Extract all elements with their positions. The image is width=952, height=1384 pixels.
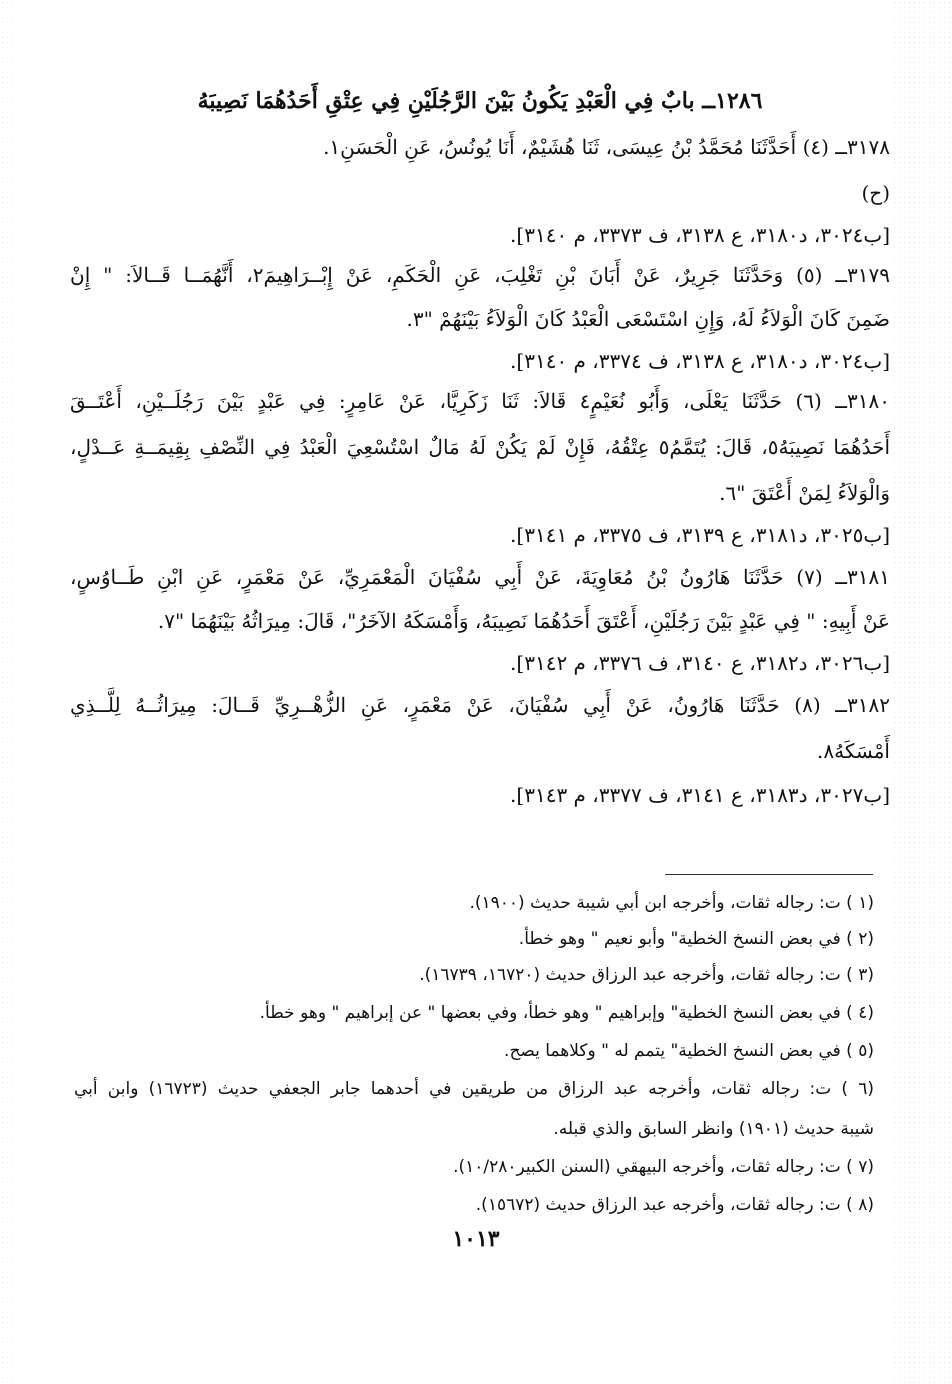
hadith-3178-line-1: ٣١٧٨ــ (٤) أَحَدَّثَنَا مُحَمَّدُ بْنُ عِيسَى، ثَنَا هُشَيْمٌ، أَنَا يُونُسُ، عَنِ الْحَسَنِ١.	[323, 135, 890, 159]
hadith-3181-line-1: ٣١٨١ــ (٧) حَدَّثَنَا هَارُونُ بْنُ مُعَاوِيَةَ، عَنْ أَبِي سُفْيَانَ الْمَعْمَرِيِّ، عَنْ مَعْمَرٍ، عَنِ ابْنِ طَــاوُسٍ،	[70, 565, 890, 589]
page-number: ١٠١٣	[452, 1226, 500, 1252]
chapter-title: ١٢٨٦ــ بابٌ فِي الْعَبْدِ يَكُونُ بَيْنَ الرَّجُلَيْنِ فِي عِتْقِ أَحَدُهُمَا نَصِيبَهُ	[197, 88, 763, 114]
footnote-7: (٧ ) ت: رجاله ثقات، وأخرجه البيهقي (السنن الكبير١٠/٢٨٠).	[453, 1157, 874, 1177]
footnote-6-line-2: شيبة حديث (١٩٠١) وانظر السابق والذي قبله.	[553, 1119, 874, 1139]
hadith-3178-line-2: (ح)	[861, 181, 890, 205]
hadith-3182-line-1: ٣١٨٢ــ (٨) حَدَّثَنَا هَارُونُ، عَنْ أَبِي سُفْيَانَ، عَنْ مَعْمَرٍ، عَنِ الزُّهْــرِيِّ قَــالَ: مِيرَاثُــهُ لِلَّــذِي	[70, 693, 890, 717]
hadith-3179-line-2: ضَمِنَ كَانَ الْوَلاَءُ لَهُ، وَإِنِ اسْتَسْعَى الْعَبْدُ كَانَ الْوَلاَءُ بَيْنَهُمْ "٣.	[406, 307, 890, 331]
hadith-3182-ref: [ب٣٠٢٧، د٣١٨٣، ع ٣١٤١، ف ٣٣٧٧، م ٣١٤٣].	[510, 783, 890, 807]
footnote-2: (٢ ) في بعض النسخ الخطية" وأبو نعيم " وهو خطأ.	[518, 929, 874, 949]
hadith-3180-line-1: ٣١٨٠ــ (٦) حَدَّثَنَا يَعْلَى، وَأَبُو نُعَيْمٍ٤ قَالاَ: ثَنَا زَكَرِيَّا، عَنْ عَامِرٍ: فِي عَبْدٍ بَيْنَ رَجُلَــيْنِ، أَعْتَــقَ	[70, 389, 890, 413]
footnote-1: (١ ) ت: رجاله ثقات، وأخرجه ابن أبي شيبة حديث (١٩٠٠).	[469, 893, 874, 913]
hadith-3181-line-2: عَنْ أَبِيهِ: " فِي عَبْدٍ بَيْنَ رَجُلَيْنِ، أَعْتَقَ أَحَدُهُمَا نَصِيبَهُ، وَأَمْسَكَهُ الآخَرُ"، قَالَ: مِيرَاثُهُ بَيْنَهُمَا "٧.	[157, 609, 890, 633]
footnote-3: (٣ ) ت: رجاله ثقات، وأخرجه عبد الرزاق حديث (١٦٧٢٠، ١٦٧٣٩).	[419, 965, 874, 985]
scan-noise-left	[0, 0, 18, 1384]
footnote-8: (٨ ) ت: رجاله ثقات، وأخرجه عبد الرزاق حديث (١٥٦٧٢).	[475, 1195, 874, 1215]
hadith-3180-line-2: أَحَدُهُمَا نَصِيبَهُ٥، قَالَ: يُتَمَّمُ٥ عِتْقُهُ، فَإِنْ لَمْ يَكُنْ لَهُ مَالٌ اسْتُسْعِيَ الْعَبْدُ فِي النِّصْفِ بِقِيمَــةِ عَــدْلٍ،	[70, 435, 891, 459]
hadith-3180-line-3: وَالْوَلاَءُ لِمَنْ أَعْتَقَ "٦.	[719, 481, 890, 505]
footnote-6-line-1: (٦ ) ت: رجاله ثقات، وأخرجه عبد الرزاق من طريقين في أحدهما جابر الجعفي حديث (١٦٧٢٣) وابن أبي	[74, 1079, 874, 1099]
footnote-4: (٤ ) في بعض النسخ الخطية" وإبراهيم " وهو خطأ، وفي بعضها " عن إبراهيم " وهو خطأ.	[259, 1003, 874, 1023]
hadith-3182-line-2: أَمْسَكَهُ٨.	[817, 739, 890, 763]
footnote-separator	[665, 874, 873, 875]
hadith-3181-ref: [ب٣٠٢٦، د٣١٨٢، ع ٣١٤٠، ف ٣٣٧٦، م ٣١٤٢].	[510, 651, 890, 675]
hadith-3179-ref: [ب٣٠٢٤، د٣١٨٠، ع ٣١٣٨، ف ٣٣٧٤، م ٣١٤٠].	[510, 349, 890, 373]
hadith-3179-line-1: ٣١٧٩ــ (٥) وَحَدَّثَنَا جَرِيرٌ، عَنْ أَبَانَ بْنِ تَغْلِبَ، عَنِ الْحَكَمِ، عَنْ إِبْــرَاهِيمَ٢، أَنَّهُمَــا قَــالاَ: " إِنْ	[70, 263, 891, 287]
scan-noise-right	[892, 0, 952, 1384]
footnote-5: (٥ ) في بعض النسخ الخطية" يتمم له " وكلاهما يصح.	[504, 1041, 874, 1061]
hadith-3178-ref: [ب٣٠٢٤، د٣١٨٠، ع ٣١٣٨، ف ٣٣٧٣، م ٣١٤٠].	[510, 223, 890, 247]
hadith-3180-ref: [ب٣٠٢٥، د٣١٨١، ع ٣١٣٩، ف ٣٣٧٥، م ٣١٤١].	[510, 523, 890, 547]
